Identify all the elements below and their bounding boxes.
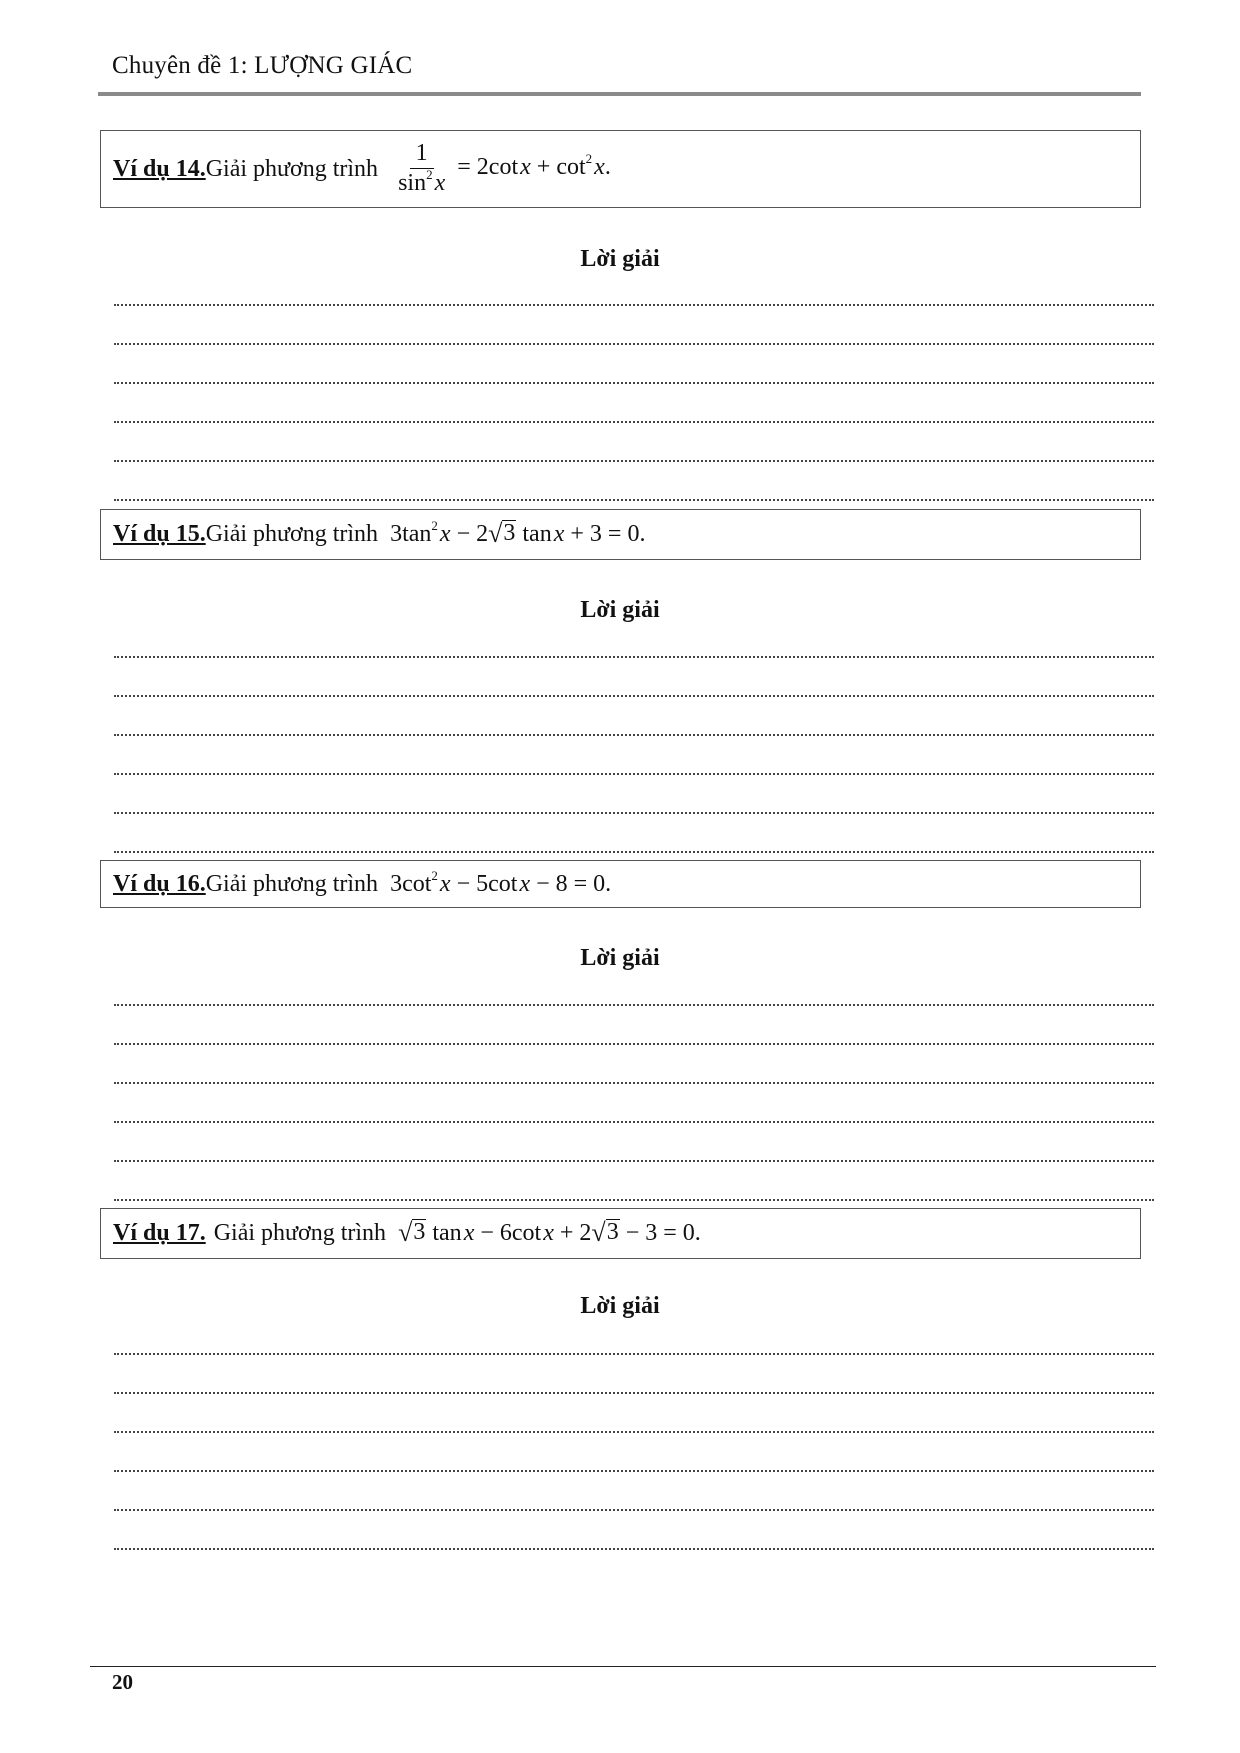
answer-line: [114, 1353, 1154, 1355]
solution-heading: Lời giải: [580, 246, 660, 272]
fraction-denominator: $\sin^2$ x: [398, 166, 446, 196]
example-label: Ví dụ 16.: [113, 870, 206, 897]
answer-line: [114, 1043, 1154, 1045]
example-17-box: [100, 1208, 1141, 1259]
square-root: √ 3: [488, 518, 516, 548]
answer-line: [114, 695, 1154, 697]
answer-line: [114, 773, 1154, 775]
answer-line: [114, 1548, 1154, 1550]
example-14-box: [100, 130, 1141, 208]
footer-divider: [90, 1666, 1156, 1667]
answer-line: [114, 1199, 1154, 1201]
solution-heading: Lời giải: [580, 945, 660, 971]
example-15-box: [100, 509, 1141, 560]
square-root: √ 3: [398, 1217, 426, 1247]
example-label: Ví dụ 15.: [113, 521, 206, 547]
solution-heading: Lời giải: [580, 1293, 660, 1319]
answer-line: [114, 1160, 1154, 1162]
answer-line: [114, 460, 1154, 462]
answer-line: [114, 1431, 1154, 1433]
fraction-numerator: 1: [410, 140, 434, 169]
page-number: 20: [112, 1670, 133, 1694]
answer-line: [114, 1509, 1154, 1511]
example-equation: $3\cot^2$ x − 5cot x − 8 = 0.: [390, 867, 612, 897]
example-prompt: Giải phương trình: [205, 870, 379, 897]
example-prompt: Giải phương trình: [205, 155, 379, 182]
answer-line: [114, 1392, 1154, 1394]
example-prompt: Giải phương trình: [213, 1220, 387, 1246]
answer-line: [114, 1470, 1154, 1472]
answer-line: [114, 421, 1154, 423]
square-root: √ 3: [591, 1217, 619, 1247]
answer-line: [114, 1121, 1154, 1123]
example-label: Ví dụ 17.: [113, 1220, 206, 1246]
answer-line: [114, 499, 1154, 501]
answer-line: [114, 851, 1154, 853]
answer-line: [114, 1004, 1154, 1006]
fraction: [392, 140, 451, 197]
answer-line: [114, 1082, 1154, 1084]
solution-heading: Lời giải: [580, 597, 660, 623]
example-equation: √ 3 tan x − 6cot x + 2 √ 3 − 3 = 0.: [398, 1217, 701, 1247]
header-divider: [98, 92, 1141, 96]
chapter-title: Chuyên đề 1: LƯỢNG GIÁC: [112, 52, 413, 79]
answer-line: [114, 656, 1154, 658]
answer-line: [114, 734, 1154, 736]
example-label: Ví dụ 14.: [113, 155, 206, 182]
answer-line: [114, 382, 1154, 384]
example-16-box: [100, 860, 1141, 908]
answer-line: [114, 343, 1154, 345]
example-prompt: Giải phương trình: [205, 521, 379, 547]
answer-line: [114, 812, 1154, 814]
example-equation: $\frac{1}{\sin^2 x}$ = 2cot $x + \cot^2$ x.: [390, 140, 611, 197]
example-equation: $3\tan^2$ x − 2 √ 3 tan x + 3 = 0.: [390, 518, 646, 548]
answer-line: [114, 304, 1154, 306]
